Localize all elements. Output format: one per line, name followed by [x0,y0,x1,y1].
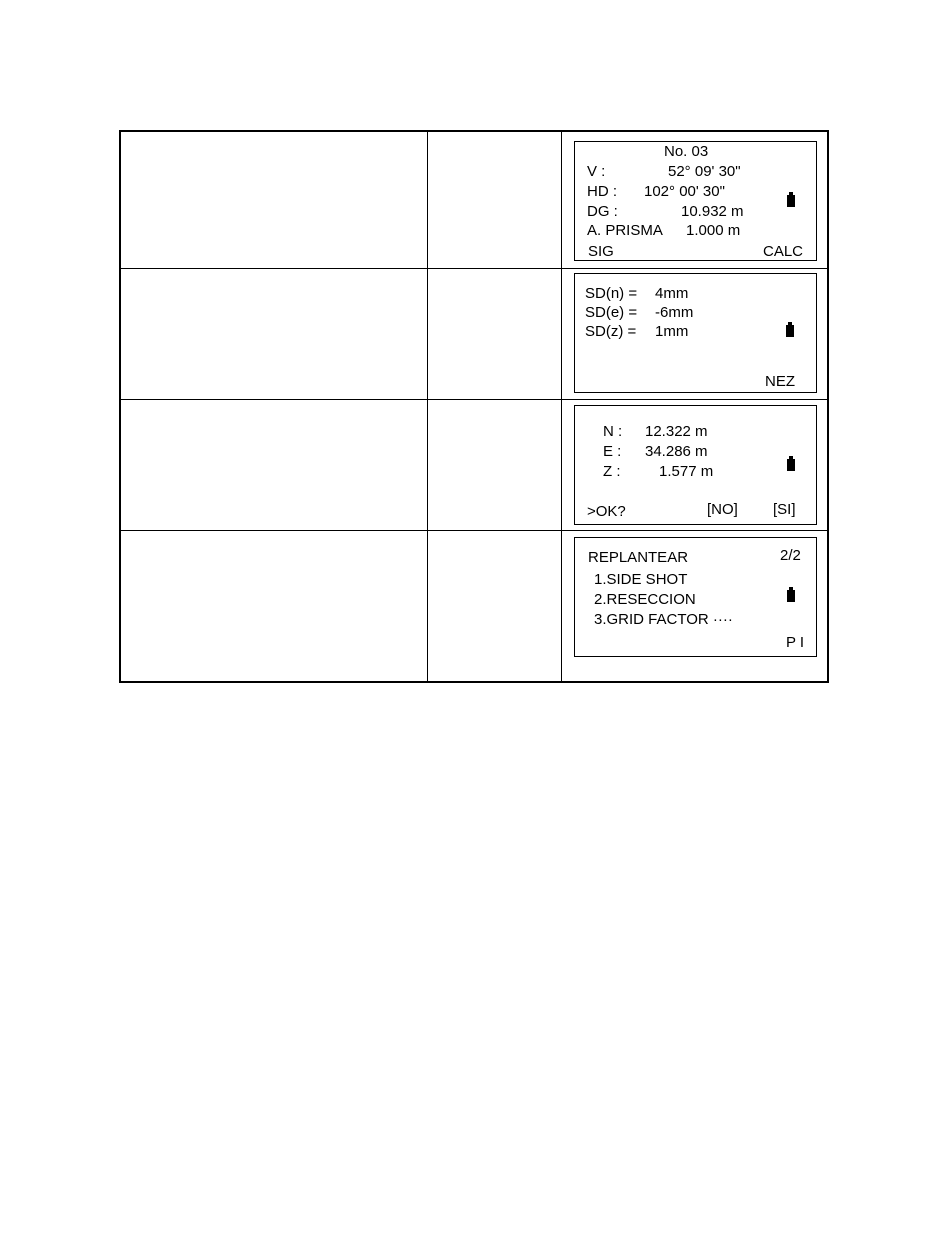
e-label: E : [603,443,622,460]
instruction-table [119,130,829,683]
sdn-value: 4mm [655,285,689,302]
hd-label: HD : [587,183,617,200]
sdn-label: SD(n) = [585,285,638,302]
battery-icon [787,459,795,471]
softkey-pi[interactable]: P I [786,634,805,651]
menu-item-reseccion[interactable]: 2.RESECCION [594,591,696,608]
sdz-value: 1mm [655,323,689,340]
prisma-value: 1.000 m [686,222,741,239]
table-row-1 [121,132,827,269]
sde-label: SD(e) = [585,304,638,321]
v-label: V : [587,163,606,180]
ok-prompt: >OK? [587,503,626,520]
z-label: Z : [603,463,621,480]
hd-value: 102° 00' 30" [644,183,725,200]
menu-item-side-shot[interactable]: 1.SIDE SHOT [594,571,688,588]
point-number: No. 03 [664,143,709,160]
softkey-nez[interactable]: NEZ [765,373,795,390]
softkey-si[interactable]: [SI] [773,501,796,518]
n-value: 12.322 m [645,423,708,440]
menu-item-grid-factor[interactable]: 3.GRID FACTOR ···· [594,611,733,628]
display-screen-coordinates [574,141,817,261]
softkey-no[interactable]: [NO] [707,501,738,518]
display-screen-confirm [574,405,817,525]
display-screen-deviation [574,273,817,393]
softkey-sig[interactable]: SIG [588,243,614,260]
sdz-label: SD(z) = [585,323,637,340]
table-row-2 [121,269,827,400]
table-row-3 [121,400,827,531]
dg-label: DG : [587,203,618,220]
prisma-label: A. PRISMA [587,222,663,239]
battery-icon [787,590,795,602]
sde-value: -6mm [655,304,694,321]
e-value: 34.286 m [645,443,708,460]
dg-value: 10.932 m [681,203,744,220]
softkey-calc[interactable]: CALC [763,243,804,260]
z-value: 1.577 m [659,463,714,480]
battery-icon [786,325,794,337]
table-row-4 [121,531,827,683]
display-screen-menu [574,537,817,657]
battery-icon [787,195,795,207]
n-label: N : [603,423,623,440]
menu-page: 2/2 [780,547,801,564]
menu-title: REPLANTEAR [588,549,689,566]
v-value: 52° 09' 30" [668,163,741,180]
